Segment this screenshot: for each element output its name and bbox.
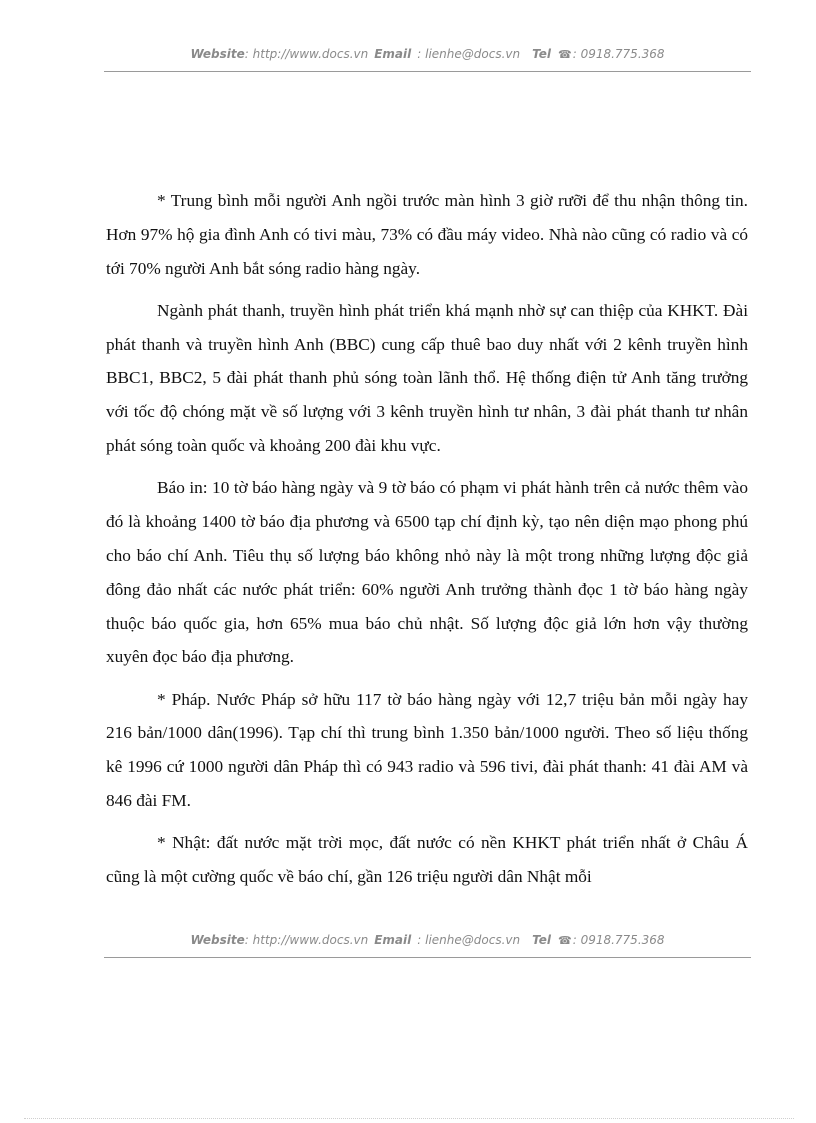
- email-address: lienhe@docs.vn: [425, 47, 521, 61]
- footer-tel-number: 0918.775.368: [580, 933, 665, 947]
- footer-website-url: http://www.docs.vn: [252, 933, 369, 947]
- footer-tel-separator: :: [572, 933, 581, 947]
- email-separator: :: [417, 47, 426, 61]
- tel-separator: :: [572, 47, 581, 61]
- website-label: Website: [190, 47, 245, 61]
- phone-icon: ☎: [558, 48, 572, 61]
- paragraph-uk-broadcasting: Ngành phát thanh, truyền hình phát triển khá mạnh nhờ sự can thiệp của KHKT. Đài phát thanh và truyền hình Anh (BBC) cung cấp thuê bao duy nhất với 2 kênh truyền hình BBC1, BBC2, 5 đài phát thanh phủ sóng toàn lãnh thổ. Hệ thống điện tử Anh tăng trưởng với tốc độ chóng mặt về số lượng với 3 kênh truyền hình tư nhân, 3 đài phát thanh tư nhân phát sóng toàn quốc và khoảng 200 đài khu vực.: [106, 300, 748, 456]
- page-edge-divider: [24, 1118, 794, 1119]
- paragraph-uk-viewing: * Trung bình mỗi người Anh ngồi trước màn hình 3 giờ rưỡi để thu nhận thông tin. Hơn 97% hộ gia đình Anh có tivi màu, 73% có đầu máy video. Nhà nào cũng có radio và có tới 70% người Anh bắt sóng radio hàng ngày.: [106, 191, 748, 278]
- paragraph-japan: * Nhật: đất nước mặt trời mọc, đất nước có nền KHKT phát triển nhất ở Châu Á cũng là một cường quốc về báo chí, gần 126 triệu người dân Nhật mỗi: [106, 833, 748, 887]
- footer-tel-label: Tel: [532, 933, 551, 947]
- website-separator: :: [244, 47, 253, 61]
- paragraph-france: * Pháp. Nước Pháp sở hữu 117 tờ báo hàng ngày với 12,7 triệu bản mỗi ngày hay 216 bản/1000 dân(1996). Tạp chí thì trung bình 1.350 bản/1000 người. Theo số liệu thống kê 1996 cứ 1000 người dân Pháp thì có 943 radio và 596 tivi, đài phát thanh: 41 đài AM và 846 đài FM.: [106, 689, 748, 811]
- website-url: http://www.docs.vn: [252, 47, 369, 61]
- tel-number: 0918.775.368: [580, 47, 665, 61]
- page-header: [104, 47, 751, 72]
- paragraph-uk-print: Báo in: 10 tờ báo hàng ngày và 9 tờ báo có phạm vi phát hành trên cả nước thêm vào đó là khoảng 1400 tờ báo địa phương và 6500 tạp chí định kỳ, tạo nên diện mạo phong phú cho báo chí Anh. Tiêu thụ số lượng báo không nhỏ này là một trong những lượng độc giả đông đảo nhất các nước phát triển: 60% người Anh trưởng thành đọc 1 tờ báo hàng ngày thuộc báo quốc gia, hơn 65% mua báo chủ nhật. Số lượng độc giả lớn hơn vậy thường xuyên đọc báo địa phương.: [106, 478, 748, 667]
- footer-website-label: Website: [190, 933, 245, 947]
- footer-email-address: lienhe@docs.vn: [425, 933, 521, 947]
- email-label: Email: [374, 47, 412, 61]
- footer-website-separator: :: [244, 933, 253, 947]
- footer-phone-icon: ☎: [558, 934, 572, 947]
- tel-label: Tel: [532, 47, 551, 61]
- document-body: [106, 184, 748, 902]
- page-footer: [104, 933, 751, 958]
- footer-email-separator: :: [417, 933, 426, 947]
- footer-email-label: Email: [374, 933, 412, 947]
